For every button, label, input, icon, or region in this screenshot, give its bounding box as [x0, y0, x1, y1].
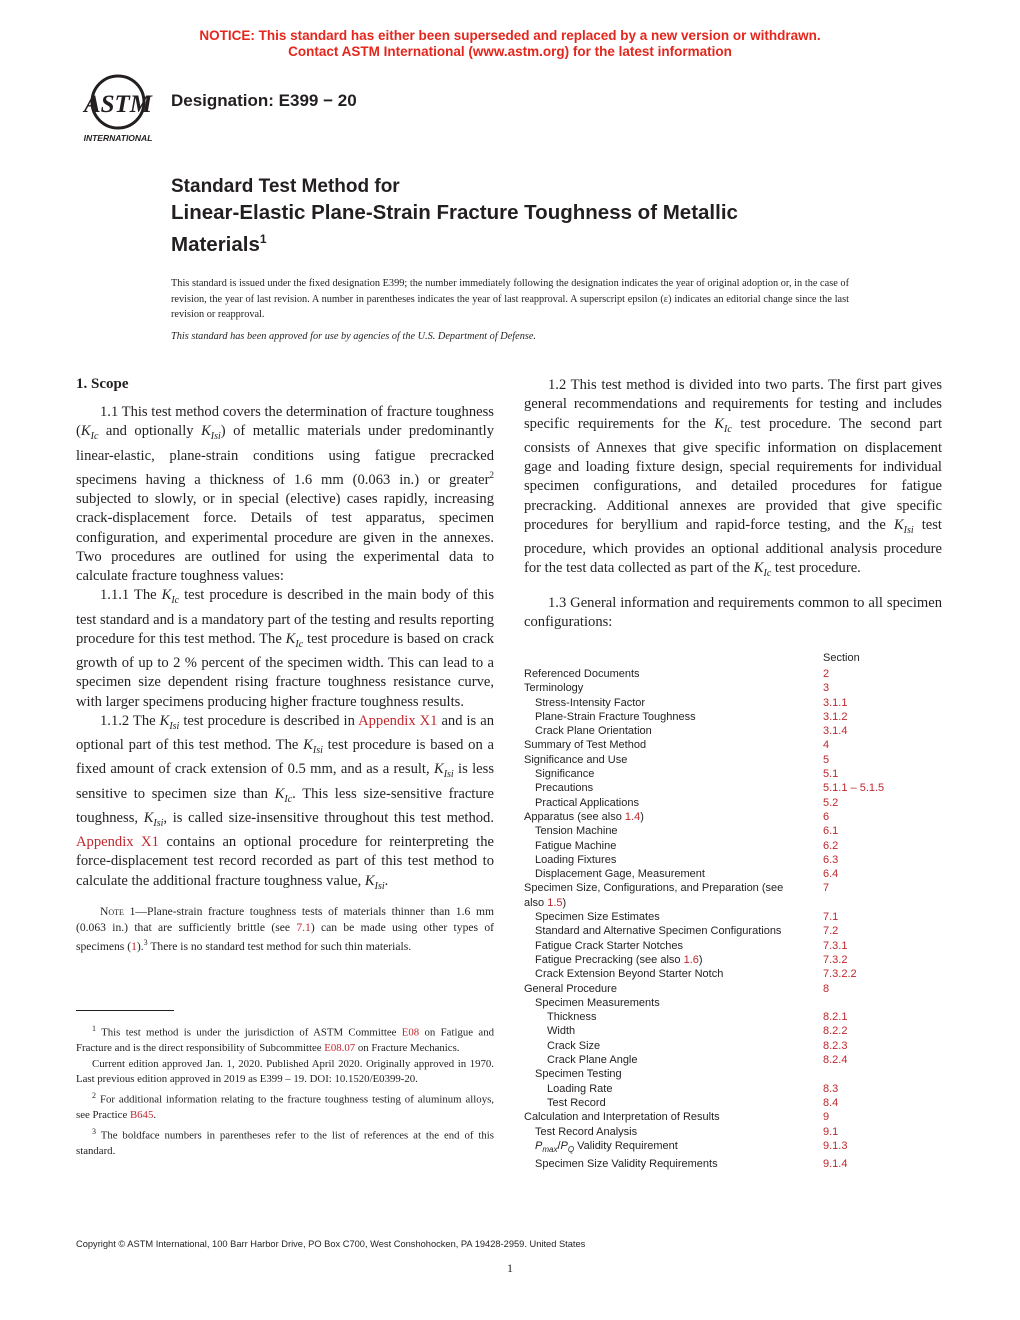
toc-section-link[interactable]: 7: [823, 882, 830, 895]
page-number: 1: [507, 1261, 513, 1275]
toc-label: Crack Plane Angle: [547, 1054, 638, 1067]
toc-row: [524, 996, 944, 1010]
toc-row: [524, 1024, 944, 1038]
toc-label: Specimen Size Estimates: [535, 911, 660, 924]
appendix-x1-link[interactable]: Appendix X1: [358, 713, 438, 730]
toc-row: [524, 1125, 944, 1139]
toc-row: [524, 924, 944, 938]
toc-inline-link[interactable]: 1.5: [547, 896, 563, 909]
toc-label: Specimen Testing: [535, 1068, 622, 1081]
toc-label: Practical Applications: [535, 796, 639, 809]
left-column: [76, 403, 494, 955]
toc-label: $P_{max}/P_Q$ Validity Requirement: [535, 1139, 678, 1154]
toc-row: [524, 1010, 944, 1024]
toc-row: [524, 681, 944, 695]
toc-section-link[interactable]: 3.1.4: [823, 725, 848, 738]
title-footnote-mark[interactable]: 1: [259, 232, 267, 246]
designation: Designation: E399 − 20: [171, 91, 357, 110]
toc-section-link[interactable]: 4: [823, 739, 830, 752]
toc-section-link[interactable]: 9.1.4: [823, 1158, 848, 1171]
toc-section-link[interactable]: 2: [823, 668, 830, 680]
toc-row: [524, 953, 944, 967]
toc-section-link[interactable]: 8.2.3: [823, 1039, 848, 1052]
toc-label: General Procedure: [524, 982, 617, 995]
toc-section-link[interactable]: 8.3: [823, 1082, 839, 1095]
title-line-3: Materials: [171, 232, 260, 256]
section-heading-scope: 1. Scope: [76, 376, 129, 392]
ksi-symbol: $K_{Isi}$: [201, 423, 221, 443]
toc-section-link[interactable]: 5.1.1 – 5.1.5: [823, 782, 885, 795]
toc-inline-link[interactable]: 1.6: [683, 953, 699, 966]
toc-row: [524, 1053, 944, 1067]
toc-label: Stress-Intensity Factor: [535, 696, 646, 709]
toc-row: [524, 853, 944, 867]
toc-section-link[interactable]: 8.2.2: [823, 1025, 848, 1038]
toc-label: Test Record Analysis: [535, 1125, 638, 1138]
paragraph-1-1-1: 1.1.1 The $K_{Ic}$ test procedure is described in the main body of this test standard and is a mandatory part of the testing and results reporting procedure for this test method. The $K_{Ic}$ test procedure is based on crack growth of up to 2 % percent of the specimen width. This can lead to a specimen size dependent rising fracture toughness resistance curve, with larger specimens producing higher fracture toughness results.: [76, 587, 495, 710]
toc-row: [524, 967, 944, 981]
toc-row: [524, 667, 944, 681]
footnote-1-edition: Current edition approved Jan. 1, 2020. Published April 2020. Originally approved in 1970. Last previous edition approved in 2019 as E399 – 19. DOI: 10.1520/E0399-20.: [76, 1057, 494, 1086]
toc-label: Tension Machine: [535, 825, 618, 838]
toc-section-link[interactable]: 5.1: [823, 768, 839, 781]
toc-section-link[interactable]: 3: [823, 682, 830, 695]
toc-label: also 1.5): [524, 896, 567, 909]
toc-row: [524, 1139, 944, 1157]
toc-label: Significance and Use: [524, 753, 628, 766]
toc-row: [524, 738, 944, 752]
subcommittee-e08-07-link[interactable]: E08.07: [324, 1042, 356, 1055]
toc-label: Crack Extension Beyond Starter Notch: [535, 968, 724, 981]
toc-inline-link[interactable]: 1.4: [624, 810, 641, 823]
toc-label: Summary of Test Method: [524, 739, 647, 752]
toc-row: [524, 724, 944, 738]
toc-label: Specimen Size, Configurations, and Preparation (see: [524, 882, 784, 895]
toc-label: Standard and Alternative Specimen Configurations: [535, 925, 782, 938]
notice-line-2: Contact ASTM International (www.astm.org) for the latest information: [288, 44, 732, 59]
toc-row: [524, 910, 944, 924]
notice-line-1: NOTICE: This standard has either been superseded and replaced by a new version or withdrawn.: [199, 28, 821, 43]
toc-row: [524, 767, 944, 781]
kic-symbol: $K_{Ic}$: [80, 423, 99, 443]
astm-logo-icon: [74, 72, 164, 144]
toc-row: [524, 696, 944, 710]
paragraph-1-1: 1.1 This test method covers the determination of fracture toughness ($K_{Ic}$ and optionally $K_{Isi}$) of metallic materials under predominantly linear-elastic, plane-strain conditions using fatigue precracked specimens having a thickness of 1.6 mm (0.063 in.) or greater$^2$ subjected to slowly, or in special (elective) cases rapidly, increasing crack-displacement force. Details of test apparatus, specimen configuration, and experimental procedure are given in the annexes. Two procedures are outlined for using the experimental data to calculate fracture toughness values:: [76, 404, 494, 585]
footnote-1: $^1$ This test method is under the jurisdiction of ASTM Committee E08 on Fatigue and Fracture and is the direct responsibility of Subcommittee E08.07 on Fracture Mechanics.: [76, 1024, 494, 1055]
toc-section-link[interactable]: 8.4: [823, 1096, 839, 1109]
note-1: Note 1—Plane-strain fracture toughness tests of materials thinner than 1.6 mm (0.063 in.) that are sufficiently brittle (see 7.1) can be made using other types of specimens (1).$^3$ There is no standard test method for such thin materials.: [76, 904, 494, 954]
toc-row: [524, 796, 944, 810]
toc-section-link[interactable]: 5.2: [823, 796, 839, 809]
toc-label: Test Record: [547, 1096, 606, 1109]
toc-row: [524, 753, 944, 767]
toc-row: [524, 839, 944, 853]
logo-subtext: INTERNATIONAL: [83, 133, 153, 143]
toc-section-link[interactable]: 7.3.2.2: [823, 968, 857, 981]
toc-label: Loading Fixtures: [535, 853, 617, 866]
toc-section-link[interactable]: 6.3: [823, 853, 839, 866]
toc-section-link[interactable]: 8: [823, 982, 830, 995]
toc-section-link[interactable]: 6.4: [823, 868, 839, 881]
toc-row: [524, 1082, 944, 1096]
toc-label: Plane-Strain Fracture Toughness: [535, 710, 696, 723]
footnotes: [76, 1021, 494, 1160]
toc-label: Referenced Documents: [524, 668, 640, 680]
toc-label: Specimen Size Validity Requirements: [535, 1158, 718, 1171]
toc-row: [524, 896, 944, 910]
toc-label: Specimen Measurements: [535, 996, 660, 1009]
toc-section-link[interactable]: 7.1: [823, 911, 839, 924]
title-line-2: Linear-Elastic Plane-Strain Fracture Toughness of Metallic: [171, 201, 738, 224]
footnote-2: $^2$ For additional information relating to the fracture toughness testing of aluminum alloys, see Practice B645.: [76, 1090, 494, 1122]
paragraph-1-3: 1.3 General information and requirements common to all specimen configurations:: [524, 594, 942, 630]
toc-section-link[interactable]: 8.2.4: [823, 1054, 848, 1067]
toc-section-link[interactable]: 8.2.1: [823, 1011, 848, 1024]
note-link-7-1[interactable]: 7.1: [296, 920, 311, 934]
toc-row: [524, 781, 944, 795]
toc-row: [524, 710, 944, 724]
toc-section-link[interactable]: 9: [823, 1111, 830, 1124]
copyright: Copyright © ASTM International, 100 Barr Harbor Drive, PO Box C700, West Conshohocken, PA 19428-2959. United States: [76, 1239, 586, 1249]
toc-row: [524, 1039, 944, 1053]
document-title: [171, 200, 871, 258]
toc-label: Loading Rate: [547, 1082, 613, 1095]
toc-row: [524, 810, 944, 824]
toc-label: Thickness: [547, 1011, 597, 1024]
paragraph-1-2: 1.2 This test method is divided into two parts. The first part gives general recommendations and requirements for testing and includes specific requirements for the $K_{Ic}$ test procedure. The second part consists of Annexes that give specific information on displacement gage and loading fixture design, special requirements for individual specimen configurations, and detailed procedures for fatigue precracking. Additional annexes are provided that give specific procedures for beryllium and rapid-force testing, and the $K_{Isi}$ test procedure, which provides an optional additional analysis procedure for the test data collected as part of the $K_{Ic}$ test procedure.: [524, 377, 942, 580]
toc-label: Fatigue Precracking (see also 1.6): [535, 953, 703, 966]
toc-label: Precautions: [535, 782, 594, 795]
committee-e08-link[interactable]: E08: [401, 1026, 420, 1039]
toc-label: Calculation and Interpretation of Results: [524, 1111, 720, 1124]
toc-label: Terminology: [524, 682, 584, 695]
toc-row: [524, 1067, 944, 1081]
astm-logo: [74, 72, 164, 144]
toc-row: [524, 1157, 944, 1171]
toc-label: Crack Plane Orientation: [535, 725, 652, 738]
toc-label: Crack Size: [547, 1039, 601, 1052]
toc-section-link[interactable]: 3.1.1: [823, 696, 848, 709]
toc-label: Fatigue Machine: [535, 839, 617, 852]
reference-link-1[interactable]: 1: [131, 940, 137, 954]
section-table: [524, 667, 944, 1172]
toc-section-link[interactable]: 3.1.2: [823, 710, 848, 723]
footnote-3: $^3$ The boldface numbers in parentheses refer to the list of references at the end of this standard.: [76, 1126, 494, 1157]
title-line-1: Standard Test Method for: [171, 176, 400, 197]
toc-section-link[interactable]: 9.1: [823, 1125, 839, 1138]
dod-approval: This standard has been approved for use by agencies of the U.S. Department of Defense.: [171, 331, 537, 342]
right-column: [524, 376, 942, 632]
toc-label: Displacement Gage, Measurement: [535, 868, 705, 881]
toc-section-header: Section: [823, 652, 860, 664]
footnote-ref-2[interactable]: 2: [489, 469, 494, 480]
toc-section-link[interactable]: 7.3.2: [823, 953, 848, 966]
issued-statement: This standard is issued under the fixed designation E399; the number immediately following the designation indicates the year of original adoption or, in the case of revision, the year of last revision. A number in parentheses indicates the year of last reapproval. A superscript epsilon (ε) indicates an editorial change since the last revision or reapproval.: [171, 278, 849, 320]
paragraph-1-1-2: 1.1.2 The $K_{Isi}$ test procedure is described in Appendix X1 and is an optional part of this test method. The $K_{Isi}$ test procedure is based on a fixed amount of crack extension of 0.5 mm, and as a result, $K_{Isi}$ is less sensitive to specimen size than $K_{Ic}$. This less size-sensitive fracture toughness, $K_{Isi}$, is called size-insensitive throughout this test method. Appendix X1 contains an optional procedure for reinterpreting the force-displacement test record recorded as part of this test method to calculate the additional fracture toughness value, $K_{Isi}$.: [76, 713, 495, 892]
toc-row: [524, 982, 944, 996]
toc-row: [524, 881, 944, 895]
toc-row: [524, 1096, 944, 1110]
toc-label: Width: [547, 1025, 576, 1038]
toc-section-link[interactable]: 7.3.1: [823, 939, 848, 952]
toc-section-link[interactable]: 6.1: [823, 825, 839, 838]
logo-text: ASTM: [83, 91, 153, 118]
toc-section-link[interactable]: 7.2: [823, 925, 839, 938]
toc-label: Fatigue Crack Starter Notches: [535, 939, 683, 952]
toc-section-link[interactable]: 9.1.3: [823, 1139, 848, 1152]
footnote-ref-3[interactable]: 3: [143, 938, 148, 948]
practice-b645-link[interactable]: B645: [129, 1109, 154, 1122]
toc-section-link[interactable]: 6.2: [823, 839, 839, 852]
footnote-rule: [76, 1010, 174, 1011]
toc-label: Significance: [535, 768, 595, 781]
withdrawal-notice: [0, 28, 1020, 60]
toc-section-link[interactable]: 6: [823, 810, 830, 823]
toc-section-link[interactable]: 5: [823, 753, 830, 766]
toc-row: [524, 867, 944, 881]
toc-label: Apparatus (see also 1.4): [524, 810, 644, 823]
toc-row: [524, 1110, 944, 1124]
toc-row: [524, 939, 944, 953]
appendix-x1-link-2[interactable]: Appendix X1: [76, 834, 159, 851]
toc-row: [524, 824, 944, 838]
